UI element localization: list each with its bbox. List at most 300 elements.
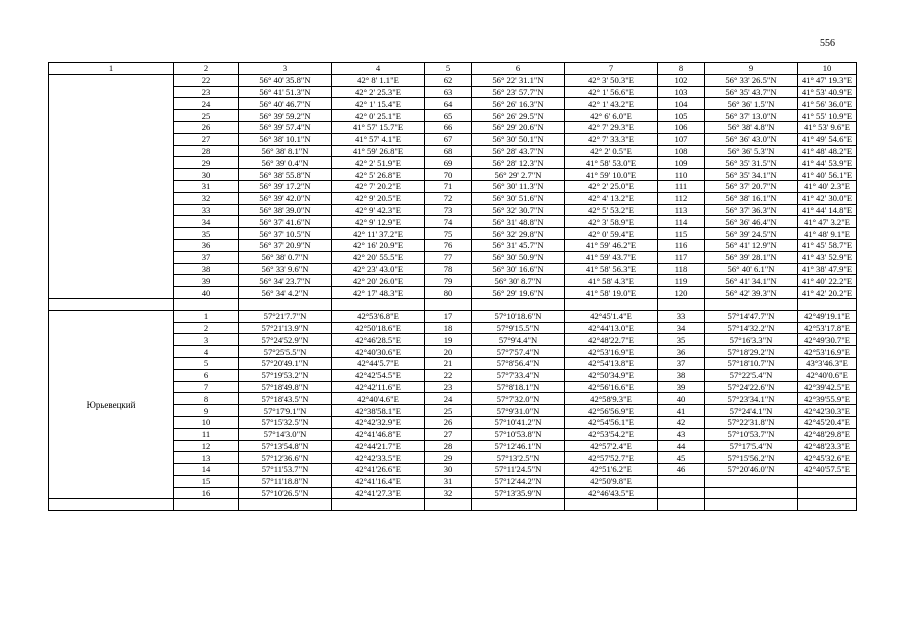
latitude-cell: 57°22'5.4"N	[705, 369, 798, 381]
longitude-cell: 42°50'34.9"E	[565, 369, 658, 381]
latitude-cell: 57°7'33.4"N	[472, 369, 565, 381]
point-number-cell: 31	[174, 180, 239, 192]
latitude-cell: 56° 41' 34.1"N	[705, 275, 798, 287]
empty-cell	[798, 499, 857, 511]
longitude-cell: 41° 59' 10.0"E	[565, 169, 658, 181]
latitude-cell	[705, 487, 798, 499]
point-number-cell: 117	[658, 251, 705, 263]
longitude-cell: 41° 59' 26.8"E	[332, 145, 425, 157]
longitude-cell	[798, 475, 857, 487]
latitude-cell: 56° 41' 12.9"N	[705, 239, 798, 251]
point-number-cell: 18	[425, 322, 472, 334]
longitude-cell: 42°41'16.4"E	[332, 475, 425, 487]
point-number-cell: 13	[174, 452, 239, 464]
longitude-cell: 42°54'56.1"E	[565, 416, 658, 428]
latitude-cell: 56° 33' 9.6"N	[239, 263, 332, 275]
point-number-cell: 28	[174, 145, 239, 157]
latitude-cell: 56° 42' 39.3"N	[705, 287, 798, 299]
latitude-cell: 57°21'7.7"N	[239, 310, 332, 322]
longitude-cell: 42° 16' 20.9"E	[332, 239, 425, 251]
point-number-cell: 23	[425, 381, 472, 393]
latitude-cell: 56° 36' 5.3"N	[705, 145, 798, 157]
longitude-cell: 42° 17' 48.3"E	[332, 287, 425, 299]
latitude-cell: 56° 23' 57.7"N	[472, 86, 565, 98]
point-number-cell: 39	[174, 275, 239, 287]
longitude-cell: 42°48'23.3"E	[798, 440, 857, 452]
point-number-cell: 44	[658, 440, 705, 452]
longitude-cell: 42°40'0.6"E	[798, 369, 857, 381]
longitude-cell: 42° 23' 43.0"E	[332, 263, 425, 275]
longitude-cell: 42°50'9.8"E	[565, 475, 658, 487]
point-number-cell: 38	[658, 369, 705, 381]
point-number-cell: 39	[658, 381, 705, 393]
point-number-cell: 31	[425, 475, 472, 487]
longitude-cell: 42°42'33.5"E	[332, 452, 425, 464]
latitude-cell: 56° 37' 20.7"N	[705, 180, 798, 192]
point-number-cell: 74	[425, 216, 472, 228]
longitude-cell: 42°45'20.4"E	[798, 416, 857, 428]
longitude-cell: 42°42'54.5"E	[332, 369, 425, 381]
latitude-cell: 57°10'26.5"N	[239, 487, 332, 499]
header-cell: 8	[658, 63, 705, 75]
longitude-cell: 41° 59' 43.7"E	[565, 251, 658, 263]
latitude-cell: 57°10'53.8"N	[472, 428, 565, 440]
latitude-cell: 57°24'22.6"N	[705, 381, 798, 393]
latitude-cell: 57°24'52.9"N	[239, 334, 332, 346]
longitude-cell: 42° 1' 15.4"E	[332, 98, 425, 110]
table-row	[49, 310, 857, 322]
latitude-cell: 57°7'57.4"N	[472, 346, 565, 358]
point-number-cell: 35	[174, 228, 239, 240]
longitude-cell: 42° 2' 0.5"E	[565, 145, 658, 157]
latitude-cell: 56° 22' 31.1"N	[472, 74, 565, 86]
latitude-cell: 56° 40' 35.8"N	[239, 74, 332, 86]
longitude-cell: 41° 53' 40.9"E	[798, 86, 857, 98]
latitude-cell: 57°15'32.5"N	[239, 416, 332, 428]
longitude-cell: 42° 9' 12.9"E	[332, 216, 425, 228]
longitude-cell: 42°58'9.3"E	[565, 393, 658, 405]
latitude-cell: 57°9'31.0"N	[472, 405, 565, 417]
point-number-cell: 71	[425, 180, 472, 192]
longitude-cell: 42° 3' 58.9"E	[565, 216, 658, 228]
latitude-cell: 57°19'53.2"N	[239, 369, 332, 381]
latitude-cell: 56° 39' 57.4"N	[239, 121, 332, 133]
longitude-cell: 42°53'16.9"E	[798, 346, 857, 358]
longitude-cell: 41° 48' 9.1"E	[798, 228, 857, 240]
latitude-cell: 56° 34' 23.7"N	[239, 275, 332, 287]
header-cell: 1	[49, 63, 174, 75]
longitude-cell: 41° 40' 56.1"E	[798, 169, 857, 181]
empty-cell	[332, 499, 425, 511]
latitude-cell: 57°21'13.9"N	[239, 322, 332, 334]
longitude-cell: 42° 0' 25.1"E	[332, 110, 425, 122]
point-number-cell: 25	[174, 110, 239, 122]
latitude-cell: 56° 38' 16.1"N	[705, 192, 798, 204]
point-number-cell: 27	[425, 428, 472, 440]
latitude-cell: 57°17'5.4"N	[705, 440, 798, 452]
longitude-cell: 41° 57' 4.1"E	[332, 133, 425, 145]
latitude-cell: 56° 41' 51.3"N	[239, 86, 332, 98]
latitude-cell: 57°18'43.5"N	[239, 393, 332, 405]
point-number-cell: 25	[425, 405, 472, 417]
latitude-cell: 57°22'31.8"N	[705, 416, 798, 428]
longitude-cell: 42°41'27.3"E	[332, 487, 425, 499]
longitude-cell: 42°54'13.8"E	[565, 357, 658, 369]
header-cell: 3	[239, 63, 332, 75]
empty-cell	[705, 499, 798, 511]
longitude-cell: 42°38'58.1"E	[332, 405, 425, 417]
longitude-cell: 42°44'21.7"E	[332, 440, 425, 452]
latitude-cell: 57°8'18.1"N	[472, 381, 565, 393]
longitude-cell: 42°40'30.6"E	[332, 346, 425, 358]
longitude-cell: 42°49'30.7"E	[798, 334, 857, 346]
latitude-cell: 57°16'3.3"N	[705, 334, 798, 346]
latitude-cell: 56° 39' 28.1"N	[705, 251, 798, 263]
latitude-cell: 57°18'49.8"N	[239, 381, 332, 393]
point-number-cell: 69	[425, 157, 472, 169]
latitude-cell: 57°24'4.1"N	[705, 405, 798, 417]
latitude-cell: 56° 31' 45.7"N	[472, 239, 565, 251]
longitude-cell: 41° 58' 53.0"E	[565, 157, 658, 169]
longitude-cell: 41° 58' 19.0"E	[565, 287, 658, 299]
latitude-cell: 56° 35' 31.5"N	[705, 157, 798, 169]
latitude-cell: 56° 26' 29.5"N	[472, 110, 565, 122]
longitude-cell: 42° 0' 59.4"E	[565, 228, 658, 240]
latitude-cell: 56° 38' 10.1"N	[239, 133, 332, 145]
longitude-cell: 42° 2' 51.9"E	[332, 157, 425, 169]
longitude-cell: 42° 20' 55.5"E	[332, 251, 425, 263]
point-number-cell: 65	[425, 110, 472, 122]
latitude-cell: 57°12'46.1"N	[472, 440, 565, 452]
latitude-cell: 56° 26' 16.3"N	[472, 98, 565, 110]
point-number-cell: 73	[425, 204, 472, 216]
empty-cell	[658, 499, 705, 511]
empty-cell	[239, 499, 332, 511]
latitude-cell: 56° 29' 2.7"N	[472, 169, 565, 181]
point-number-cell	[658, 475, 705, 487]
point-number-cell: 41	[658, 405, 705, 417]
table-row	[49, 74, 857, 86]
longitude-cell: 42°57'2.4"E	[565, 440, 658, 452]
point-number-cell: 23	[174, 86, 239, 98]
point-number-cell: 68	[425, 145, 472, 157]
longitude-cell: 41° 38' 47.9"E	[798, 263, 857, 275]
header-cell: 2	[174, 63, 239, 75]
longitude-cell: 42°42'32.9"E	[332, 416, 425, 428]
longitude-cell: 42° 7' 33.3"E	[565, 133, 658, 145]
empty-cell	[49, 499, 174, 511]
empty-cell	[658, 298, 705, 310]
latitude-cell: 57°20'49.1"N	[239, 357, 332, 369]
coordinates-table	[48, 62, 857, 511]
longitude-cell: 42°45'32.6"E	[798, 452, 857, 464]
point-number-cell: 1	[174, 310, 239, 322]
longitude-cell: 41° 48' 48.2"E	[798, 145, 857, 157]
point-number-cell: 20	[425, 346, 472, 358]
empty-cell	[472, 298, 565, 310]
point-number-cell: 28	[425, 440, 472, 452]
latitude-cell: 56° 28' 12.3"N	[472, 157, 565, 169]
longitude-cell: 42° 1' 56.6"E	[565, 86, 658, 98]
latitude-cell: 57°12'36.6"N	[239, 452, 332, 464]
longitude-cell: 42° 11' 37.2"E	[332, 228, 425, 240]
longitude-cell: 42° 9' 42.3"E	[332, 204, 425, 216]
point-number-cell: 30	[174, 169, 239, 181]
point-number-cell: 24	[425, 393, 472, 405]
latitude-cell: 56° 39' 0.4"N	[239, 157, 332, 169]
region-name: Юрьевецкий	[49, 310, 174, 499]
longitude-cell: 42°41'26.6"E	[332, 464, 425, 476]
point-number-cell: 4	[174, 346, 239, 358]
longitude-cell: 42°44'5.7"E	[332, 357, 425, 369]
point-number-cell: 40	[174, 287, 239, 299]
point-number-cell: 70	[425, 169, 472, 181]
latitude-cell: 57°7'32.0"N	[472, 393, 565, 405]
empty-cell	[332, 298, 425, 310]
point-number-cell: 75	[425, 228, 472, 240]
latitude-cell: 57°13'54.8"N	[239, 440, 332, 452]
spacer-row	[49, 298, 857, 310]
point-number-cell: 104	[658, 98, 705, 110]
longitude-cell: 42°39'42.5"E	[798, 381, 857, 393]
latitude-cell: 56° 39' 24.5"N	[705, 228, 798, 240]
longitude-cell: 42° 7' 29.3"E	[565, 121, 658, 133]
point-number-cell: 27	[174, 133, 239, 145]
point-number-cell: 30	[425, 464, 472, 476]
point-number-cell: 80	[425, 287, 472, 299]
longitude-cell: 41° 44' 53.9"E	[798, 157, 857, 169]
point-number-cell: 43	[658, 428, 705, 440]
longitude-cell: 42°56'56.9"E	[565, 405, 658, 417]
latitude-cell: 56° 40' 6.1"N	[705, 263, 798, 275]
point-number-cell: 7	[174, 381, 239, 393]
point-number-cell: 62	[425, 74, 472, 86]
header-cell: 9	[705, 63, 798, 75]
latitude-cell: 57°10'18.6"N	[472, 310, 565, 322]
header-row	[49, 63, 857, 75]
point-number-cell: 118	[658, 263, 705, 275]
point-number-cell: 36	[174, 239, 239, 251]
longitude-cell: 42°44'13.0"E	[565, 322, 658, 334]
longitude-cell: 42° 2' 25.0"E	[565, 180, 658, 192]
point-number-cell: 116	[658, 239, 705, 251]
latitude-cell: 56° 32' 30.7"N	[472, 204, 565, 216]
latitude-cell: 57°9'4.4"N	[472, 334, 565, 346]
latitude-cell: 57°20'46.0"N	[705, 464, 798, 476]
longitude-cell: 41° 47' 19.3"E	[798, 74, 857, 86]
latitude-cell: 56° 39' 42.0"N	[239, 192, 332, 204]
longitude-cell: 42° 2' 25.3"E	[332, 86, 425, 98]
header-cell: 10	[798, 63, 857, 75]
point-number-cell: 102	[658, 74, 705, 86]
longitude-cell: 42°46'43.5"E	[565, 487, 658, 499]
longitude-cell: 41° 57' 15.7"E	[332, 121, 425, 133]
longitude-cell: 42°53'16.9"E	[565, 346, 658, 358]
longitude-cell: 42°39'55.9"E	[798, 393, 857, 405]
latitude-cell: 56° 40' 46.7"N	[239, 98, 332, 110]
empty-cell	[425, 499, 472, 511]
longitude-cell: 41° 40' 2.3"E	[798, 180, 857, 192]
longitude-cell: 41° 40' 22.2"E	[798, 275, 857, 287]
point-number-cell: 29	[174, 157, 239, 169]
latitude-cell: 56° 29' 20.6"N	[472, 121, 565, 133]
latitude-cell: 56° 35' 43.7"N	[705, 86, 798, 98]
empty-cell	[565, 298, 658, 310]
point-number-cell: 108	[658, 145, 705, 157]
point-number-cell: 114	[658, 216, 705, 228]
latitude-cell: 57°10'41.2"N	[472, 416, 565, 428]
latitude-cell: 57°23'34.1"N	[705, 393, 798, 405]
point-number-cell: 9	[174, 405, 239, 417]
latitude-cell: 57°14'3.0"N	[239, 428, 332, 440]
point-number-cell: 35	[658, 334, 705, 346]
longitude-cell: 42°48'29.8"E	[798, 428, 857, 440]
region-name	[49, 74, 174, 298]
point-number-cell: 76	[425, 239, 472, 251]
longitude-cell: 41° 49' 54.6"E	[798, 133, 857, 145]
latitude-cell: 57°18'10.7"N	[705, 357, 798, 369]
longitude-cell: 42° 3' 50.3"E	[565, 74, 658, 86]
point-number-cell: 120	[658, 287, 705, 299]
longitude-cell: 42° 7' 20.2"E	[332, 180, 425, 192]
point-number-cell: 106	[658, 121, 705, 133]
latitude-cell: 56° 39' 17.2"N	[239, 180, 332, 192]
longitude-cell: 42°46'28.5"E	[332, 334, 425, 346]
empty-cell	[425, 298, 472, 310]
point-number-cell: 112	[658, 192, 705, 204]
point-number-cell: 21	[425, 357, 472, 369]
point-number-cell: 66	[425, 121, 472, 133]
table-body	[49, 63, 857, 511]
point-number-cell: 15	[174, 475, 239, 487]
point-number-cell: 36	[658, 346, 705, 358]
point-number-cell: 32	[174, 192, 239, 204]
latitude-cell: 56° 30' 8.7"N	[472, 275, 565, 287]
point-number-cell: 22	[425, 369, 472, 381]
point-number-cell	[658, 487, 705, 499]
header-cell: 7	[565, 63, 658, 75]
longitude-cell: 42°53'17.8"E	[798, 322, 857, 334]
latitude-cell: 57°8'56.4"N	[472, 357, 565, 369]
latitude-cell: 57°9'15.5"N	[472, 322, 565, 334]
empty-cell	[174, 298, 239, 310]
latitude-cell: 56° 37' 13.0"N	[705, 110, 798, 122]
empty-cell	[565, 499, 658, 511]
point-number-cell: 5	[174, 357, 239, 369]
empty-cell	[174, 499, 239, 511]
point-number-cell: 40	[658, 393, 705, 405]
point-number-cell: 42	[658, 416, 705, 428]
longitude-cell: 42°42'30.3"E	[798, 405, 857, 417]
longitude-cell: 41° 44' 14.8"E	[798, 204, 857, 216]
point-number-cell: 72	[425, 192, 472, 204]
latitude-cell: 57°14'32.2"N	[705, 322, 798, 334]
point-number-cell: 8	[174, 393, 239, 405]
latitude-cell: 56° 36' 43.0"N	[705, 133, 798, 145]
point-number-cell: 26	[174, 121, 239, 133]
latitude-cell: 56° 38' 4.8"N	[705, 121, 798, 133]
longitude-cell	[798, 487, 857, 499]
longitude-cell: 42°49'19.1"E	[798, 310, 857, 322]
latitude-cell: 57°12'44.2"N	[472, 475, 565, 487]
latitude-cell: 56° 30' 50.1"N	[472, 133, 565, 145]
latitude-cell: 57°13'2.5"N	[472, 452, 565, 464]
latitude-cell: 56° 30' 16.6"N	[472, 263, 565, 275]
longitude-cell: 42° 20' 26.0"E	[332, 275, 425, 287]
longitude-cell: 42° 1' 43.2"E	[565, 98, 658, 110]
latitude-cell: 57°11'18.8"N	[239, 475, 332, 487]
point-number-cell: 113	[658, 204, 705, 216]
longitude-cell: 42°41'46.8"E	[332, 428, 425, 440]
longitude-cell: 41° 42' 30.0"E	[798, 192, 857, 204]
latitude-cell: 56° 38' 8.1"N	[239, 145, 332, 157]
latitude-cell: 56° 37' 20.9"N	[239, 239, 332, 251]
empty-cell	[705, 298, 798, 310]
point-number-cell: 34	[658, 322, 705, 334]
longitude-cell: 42° 6' 6.0"E	[565, 110, 658, 122]
longitude-cell: 42°40'57.5"E	[798, 464, 857, 476]
latitude-cell: 57°10'53.7"N	[705, 428, 798, 440]
latitude-cell: 56° 30' 51.6"N	[472, 192, 565, 204]
latitude-cell: 56° 38' 55.8"N	[239, 169, 332, 181]
point-number-cell: 14	[174, 464, 239, 476]
point-number-cell: 37	[658, 357, 705, 369]
longitude-cell: 42° 5' 26.8"E	[332, 169, 425, 181]
longitude-cell: 42°53'54.2"E	[565, 428, 658, 440]
latitude-cell: 56° 37' 10.5"N	[239, 228, 332, 240]
latitude-cell: 56° 36' 1.5"N	[705, 98, 798, 110]
latitude-cell: 56° 37' 36.3"N	[705, 204, 798, 216]
point-number-cell: 109	[658, 157, 705, 169]
longitude-cell: 42°51'6.2"E	[565, 464, 658, 476]
point-number-cell: 22	[174, 74, 239, 86]
point-number-cell: 79	[425, 275, 472, 287]
latitude-cell: 56° 30' 50.9"N	[472, 251, 565, 263]
longitude-cell: 41° 55' 10.9"E	[798, 110, 857, 122]
longitude-cell: 43°3'46.3"E	[798, 357, 857, 369]
empty-cell	[239, 298, 332, 310]
point-number-cell: 103	[658, 86, 705, 98]
latitude-cell: 56° 30' 11.3"N	[472, 180, 565, 192]
point-number-cell: 38	[174, 263, 239, 275]
point-number-cell: 67	[425, 133, 472, 145]
latitude-cell: 57°14'47.7"N	[705, 310, 798, 322]
longitude-cell: 41° 45' 58.7"E	[798, 239, 857, 251]
latitude-cell: 56° 35' 34.1"N	[705, 169, 798, 181]
longitude-cell: 41° 47' 3.2"E	[798, 216, 857, 228]
latitude-cell: 56° 31' 48.8"N	[472, 216, 565, 228]
longitude-cell: 42° 4' 13.2"E	[565, 192, 658, 204]
latitude-cell: 57°11'24.5"N	[472, 464, 565, 476]
latitude-cell: 56° 39' 59.2"N	[239, 110, 332, 122]
empty-cell	[49, 298, 174, 310]
longitude-cell: 41° 43' 52.9"E	[798, 251, 857, 263]
longitude-cell: 42° 9' 20.5"E	[332, 192, 425, 204]
longitude-cell: 42°56'16.6"E	[565, 381, 658, 393]
latitude-cell	[705, 475, 798, 487]
longitude-cell: 41° 56' 36.0"E	[798, 98, 857, 110]
empty-cell	[798, 298, 857, 310]
longitude-cell: 41° 53' 9.6"E	[798, 121, 857, 133]
spacer-row	[49, 499, 857, 511]
latitude-cell: 56° 28' 43.7"N	[472, 145, 565, 157]
latitude-cell: 56° 37' 41.6"N	[239, 216, 332, 228]
point-number-cell: 24	[174, 98, 239, 110]
point-number-cell: 37	[174, 251, 239, 263]
point-number-cell: 2	[174, 322, 239, 334]
point-number-cell: 12	[174, 440, 239, 452]
empty-cell	[472, 499, 565, 511]
